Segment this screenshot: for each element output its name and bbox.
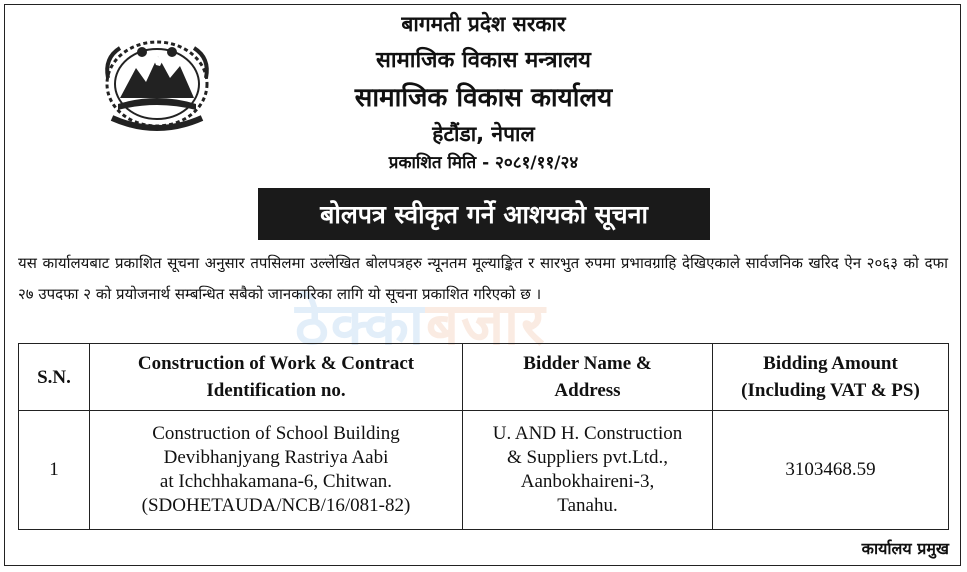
- watermark-part1: ठेक्का: [295, 290, 426, 358]
- watermark-part2: बजार: [425, 290, 547, 358]
- signature-office-chief: कार्यालय प्रमुख: [861, 539, 949, 558]
- cell-work: [90, 411, 463, 530]
- header-sn: S.N.: [19, 344, 90, 411]
- ministry-name: सामाजिक विकास मन्त्रालय: [376, 48, 591, 73]
- header-amount: [713, 344, 949, 411]
- bidder-line: Aanbokhaireni-3,: [520, 471, 655, 492]
- cell-bidder: [463, 411, 713, 530]
- cell-amount: 3103468.59: [713, 411, 949, 530]
- bidder-line: & Suppliers pvt.Ltd.,: [507, 447, 668, 468]
- header-bidder-line2: Address: [554, 380, 621, 401]
- government-name: बागमती प्रदेश सरकार: [401, 12, 566, 36]
- header-work-line2: Identification no.: [206, 380, 346, 401]
- cell-sn: 1: [19, 411, 90, 530]
- work-line: Construction of School Building: [152, 423, 400, 444]
- work-line: (SDOHETAUDA/NCB/16/081-82): [141, 495, 411, 516]
- table-header-row: [19, 344, 949, 411]
- header-amount-line2: (Including VAT & PS): [741, 380, 920, 401]
- header-work-line1: Construction of Work & Contract: [137, 353, 415, 374]
- notice-title: बोलपत्र स्वीकृत गर्ने आशयको सूचना: [258, 188, 710, 240]
- header-work: [90, 344, 463, 411]
- header-amount-line1: Bidding Amount: [763, 353, 898, 374]
- published-date: प्रकाशित मिति - २०८१/११/२४: [388, 153, 579, 173]
- header-bidder-line1: Bidder Name &: [523, 353, 652, 374]
- work-line: Devibhanjyang Rastriya Aabi: [163, 447, 389, 468]
- bidder-line: U. AND H. Construction: [492, 423, 683, 444]
- bidder-line: Tanahu.: [557, 495, 618, 516]
- table-row: [19, 411, 949, 530]
- office-name: सामाजिक विकास कार्यालय: [354, 83, 613, 113]
- office-location: हेटौंडा, नेपाल: [432, 122, 535, 146]
- bid-table: [18, 343, 949, 530]
- header-bidder: [463, 344, 713, 411]
- work-line: at Ichchhakamana-6, Chitwan.: [159, 471, 393, 492]
- notice-body-text: यस कार्यालयबाट प्रकाशित सूचना अनुसार तपसिलमा उल्लेखित बोलपत्रहरु न्यूनतम मूल्याङ्कित र सारभुत रुपमा प्रभावग्राहि देखिएकाले सार्वजनिक खरिद ऐन २०६३ को दफा २७ उपदफा २ को प्रयोजनार्थ सम्बन्धित सबैको जानकारिका लागि यो सूचना प्रकाशित गरिएको छ ।: [18, 254, 948, 303]
